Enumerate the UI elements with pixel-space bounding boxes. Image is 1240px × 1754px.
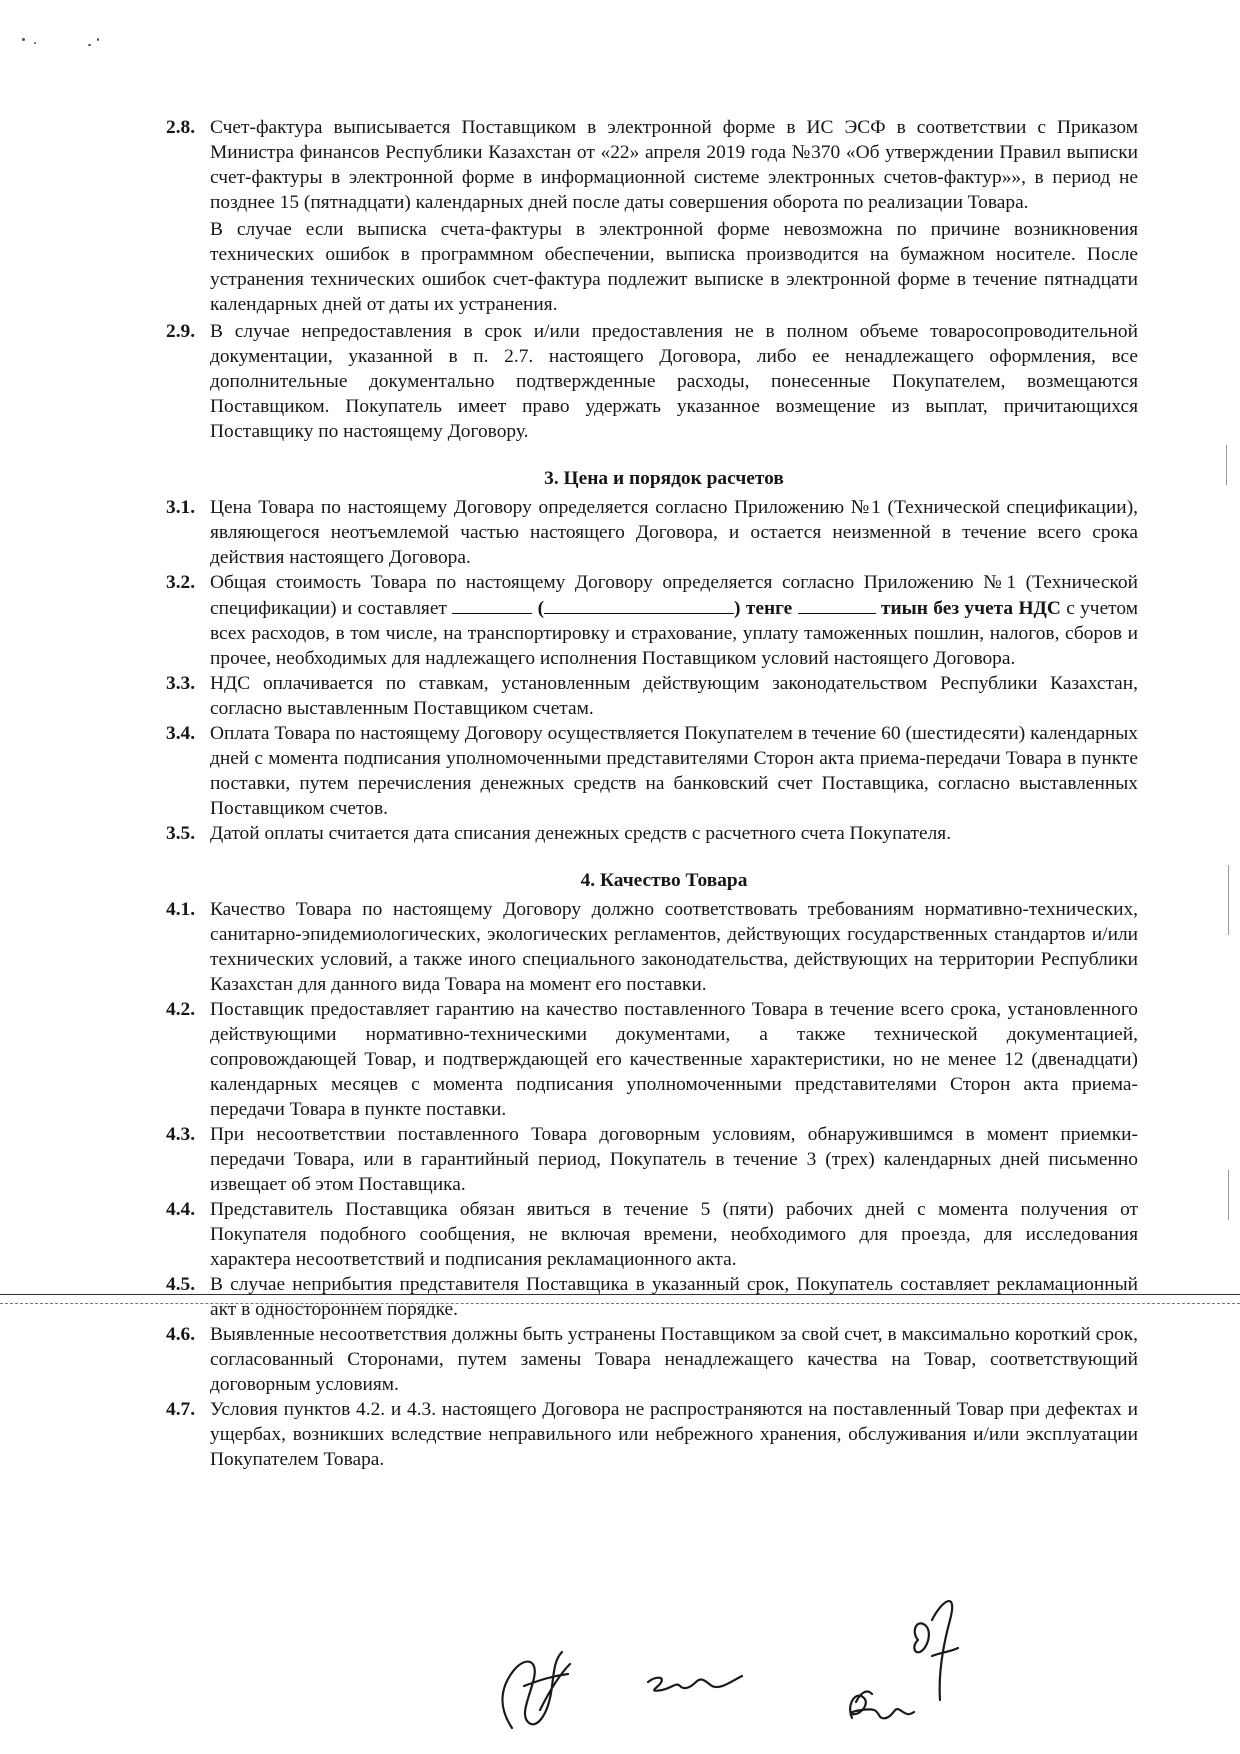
clause-number: 4.2. [166, 999, 196, 1020]
clause-number: 3.2. [166, 572, 196, 593]
section-heading: 4. Качество Товара [580, 870, 748, 891]
contract-text [166, 115, 1138, 1472]
scan-edge-mark [1226, 445, 1227, 485]
clause-text [210, 570, 1138, 671]
clause-4-5 [166, 1272, 1138, 1322]
signatures-area [480, 1590, 1100, 1740]
clause-4-6 [166, 1322, 1138, 1397]
scan-line-artifact [0, 1294, 1240, 1295]
clause-text-part: Общая стоимость Товара по настоящему Договору определяется согласно Приложению №1 (Технической спецификации) и составляет [210, 572, 1138, 619]
handwritten-signature-1-icon [503, 1652, 571, 1728]
clause-3-2 [166, 570, 1138, 671]
amount-words-blank-field [544, 595, 734, 614]
tiyn-blank-field [798, 595, 876, 614]
clause-4-2 [166, 997, 1138, 1122]
clause-text: Условия пунктов 4.2. и 4.3. настоящего Договора не распространяются на поставленный Товар при дефектах и ущербах, возникших вследствие неправильного или небрежного хранения, обслуживания и/или эксплуатации Покупателем Товара. [210, 1399, 1138, 1470]
clause-text: Качество Товара по настоящему Договору должно соответствовать требованиям нормативно-технических, санитарно-эпидемиологических, экологических регламентов, действующих государственных стандартов и/или технических условий, а также иного специального законодательства, действующих на территории Республики Казахстан для данного вида Товара на момент его поставки. [210, 899, 1138, 995]
clause-text: Цена Товара по настоящему Договору определяется согласно Приложению №1 (Технической спецификации), являющегося неотъемлемой частью настоящего Договора, и остается неизменной в течение всего срока действия настоящего Договора. [210, 497, 1138, 568]
clause-text: Счет-фактура выписывается Поставщиком в электронной форме в ИС ЭСФ в соответствии с Приказом Министра финансов Республики Казахстан от «22» апреля 2019 года №370 «Об утверждении Правил выписки счет-фактуры в электронной форме в информационной системе электронных счетов-фактур»», в период не позднее 15 (пятнадцати) календарных дней после даты совершения оборота по реализации Товара. [210, 117, 1138, 213]
close-paren: ) [734, 598, 741, 619]
clause-4-3 [166, 1122, 1138, 1197]
clause-4-4 [166, 1197, 1138, 1272]
clause-number: 4.4. [166, 1199, 196, 1220]
scan-dashed-line-artifact [0, 1303, 1240, 1304]
vat-note: тиын без учета НДС [880, 598, 1061, 619]
clause-number: 3.5. [166, 823, 196, 844]
clause-number: 4.1. [166, 899, 196, 920]
clause-text: Поставщик предоставляет гарантию на качество поставленного Товара в течение всего срока, установленного действующими нормативно-техническими документами, а также технической документацией, сопровождающей Товар, и подтверждающей его качественные характеристики, но не менее 12 (двенадцати) календарных месяцев с момента подписания уполномоченными представителями Сторон акта приема-передачи Товара в пункте поставки. [210, 999, 1138, 1120]
amount-blank-field [452, 595, 532, 614]
clause-4-7 [166, 1397, 1138, 1472]
scan-speck [34, 42, 36, 44]
clause-3-1 [166, 495, 1138, 570]
clause-3-5 [166, 821, 1138, 846]
scan-speck [88, 44, 91, 46]
clause-number: 2.9. [166, 321, 196, 342]
clause-number: 3.1. [166, 497, 196, 518]
clause-number: 2.8. [166, 117, 196, 138]
clause-number: 3.4. [166, 723, 196, 744]
currency-label: тенге [745, 598, 793, 619]
clause-text: В случае если выписка счета-фактуры в электронной форме невозможна по причине возникновения технических ошибок в программном обеспечении, выписка производится на бумажном носителе. После устранения технических ошибок счет-фактура подлежит выписке в электронной форме в течение пятнадцати календарных дней от даты их устранения. [210, 219, 1138, 315]
clause-text: В случае непредоставления в срок и/или предоставления не в полном объеме товаросопроводительной документации, указанной в п. 2.7. настоящего Договора, либо ее ненадлежащего оформления, все дополнительные документально подтвержденные расходы, понесенные Покупателем, возмещаются Поставщиком. Покупатель имеет право удержать указанное возмещение из выплат, причитающихся Поставщику по настоящему Договору. [210, 321, 1138, 442]
clause-text: Датой оплаты считается дата списания денежных средств с расчетного счета Покупателя. [210, 823, 952, 844]
clause-number: 4.5. [166, 1274, 196, 1295]
handwritten-signature-4-icon [914, 1601, 958, 1700]
clause-text-part: с учетом всех расходов, в том числе, на транспортировку и страхование, уплату таможенных пошлин, налогов, сборов и прочее, необходимых для надлежащего исполнения Поставщиком условий настоящего Договора. [210, 598, 1138, 669]
clause-2-9 [166, 319, 1138, 444]
handwritten-signature-3-icon [850, 1692, 914, 1719]
clause-4-1 [166, 897, 1138, 997]
clause-2-8 [166, 115, 1138, 317]
scan-speck [22, 38, 25, 41]
open-paren: ( [537, 598, 545, 619]
clause-text: Выявленные несоответствия должны быть устранены Поставщиком за свой счет, в максимально короткий срок, согласованный Сторонами, путем замены Товара ненадлежащего качества на Товар, соответствующий договорным условиям. [210, 1324, 1138, 1395]
clause-text: В случае неприбытия представителя Поставщика в указанный срок, Покупатель составляет рекламационный акт в одностороннем порядке. [210, 1274, 1138, 1320]
clause-number: 4.7. [166, 1399, 196, 1420]
clause-text: Оплата Товара по настоящему Договору осуществляется Покупателем в течение 60 (шестидесяти) календарных дней с момента подписания уполномоченными представителями Сторон акта приема-передачи Товара в пункте поставки, путем перечисления денежных средств на банковский счет Поставщика, согласно выставленных Поставщиком счетов. [210, 723, 1138, 819]
clause-text: НДС оплачивается по ставкам, установленным действующим законодательством Республики Казахстан, согласно выставленным Поставщиком счетам. [210, 673, 1138, 719]
section-heading: 3. Цена и порядок расчетов [544, 468, 784, 489]
handwritten-signature-2-icon [648, 1676, 742, 1691]
clause-text: Представитель Поставщика обязан явиться в течение 5 (пяти) рабочих дней с момента получения от Покупателя подобного сообщения, не включая времени, необходимого для проезда, для исследования характера несоответствий и подписания рекламационного акта. [210, 1199, 1138, 1270]
scan-edge-mark [1228, 1170, 1229, 1220]
clause-number: 3.3. [166, 673, 196, 694]
clause-3-4 [166, 721, 1138, 821]
clause-number: 4.6. [166, 1324, 196, 1345]
scan-speck [97, 38, 99, 41]
scan-edge-mark [1228, 865, 1229, 935]
clause-text: При несоответствии поставленного Товара договорным условиям, обнаружившимся в момент приемки-передачи Товара, или в гарантийный период, Покупатель в течение 3 (трех) календарных дней письменно извещает об этом Поставщика. [210, 1124, 1138, 1195]
clause-number: 4.3. [166, 1124, 196, 1145]
clause-3-3 [166, 671, 1138, 721]
